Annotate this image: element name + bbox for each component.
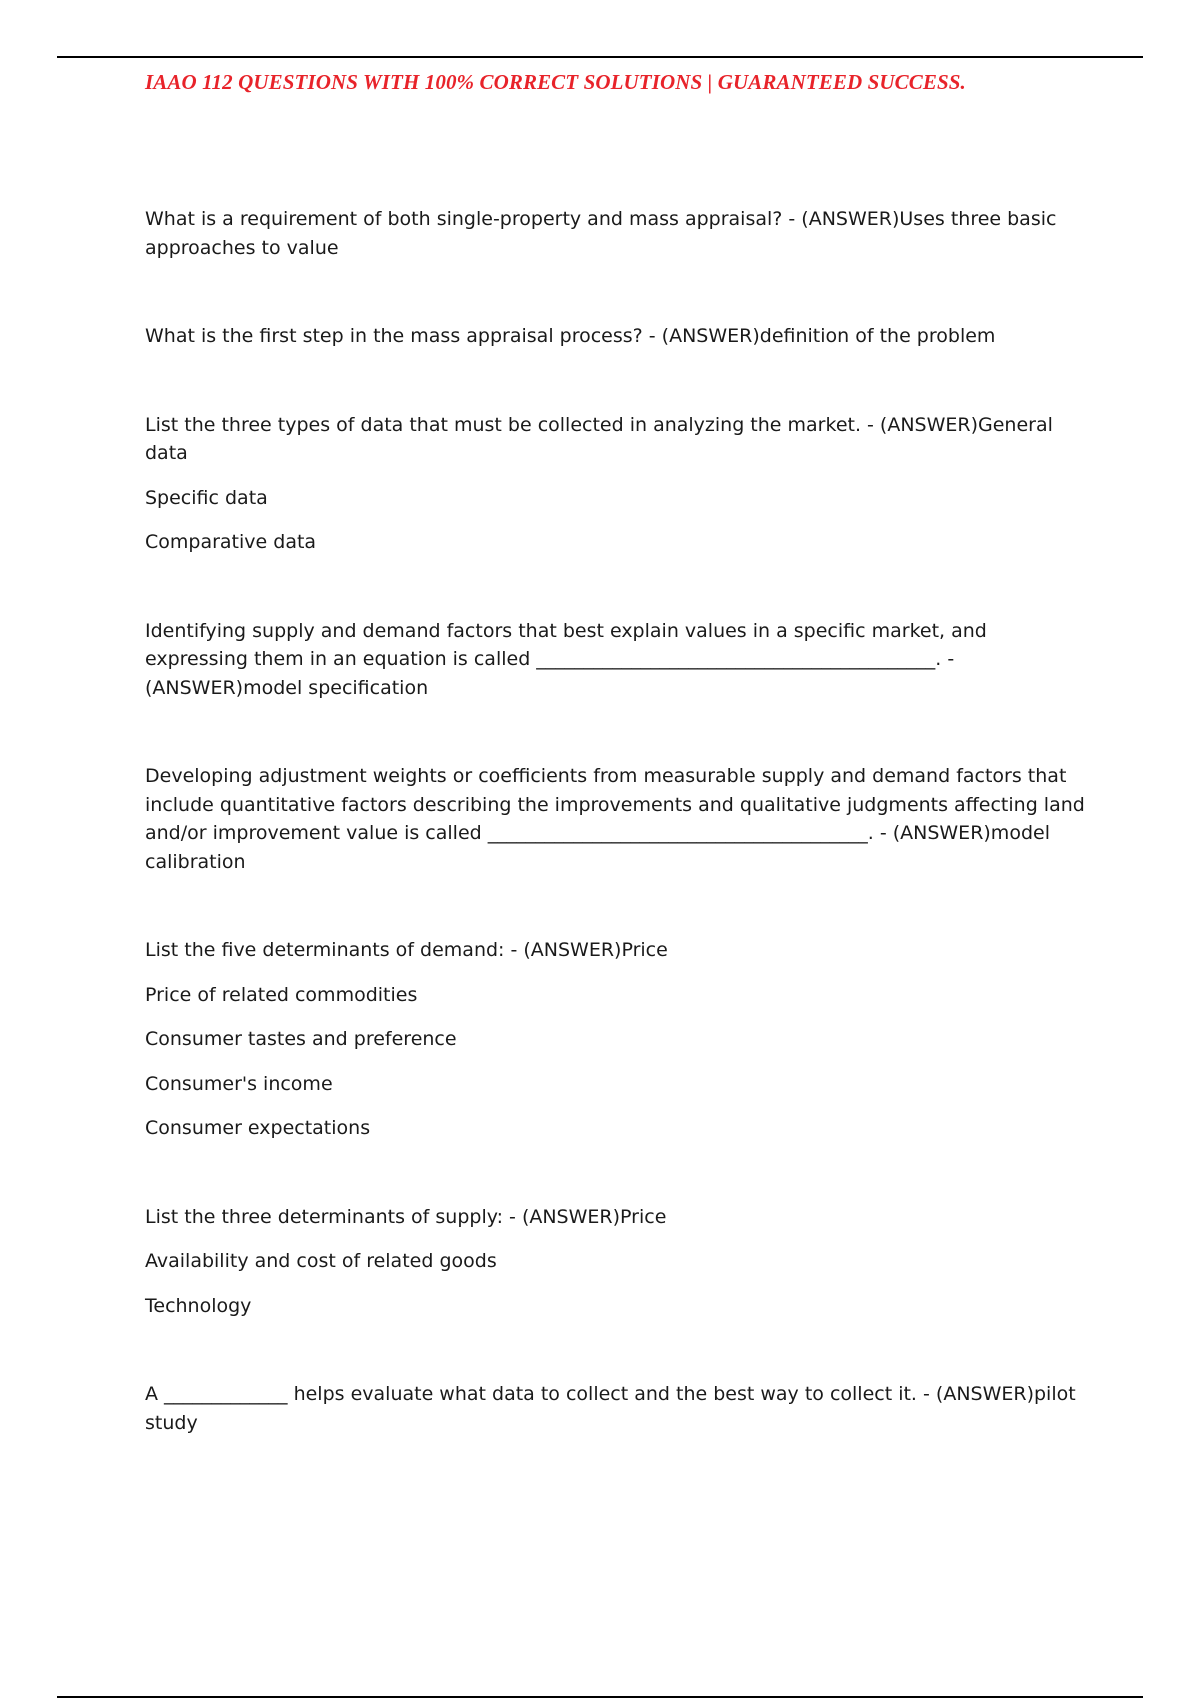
question-answer-text: List the five determinants of demand: - (ANSWER)Price [145, 939, 668, 961]
qa-item [145, 322, 1090, 351]
question-answer-text: Developing adjustment weights or coefficients from measurable supply and demand factors that include quantitative factors describing the improvements and qualitative judgments affecting land and/or improvement value is called ________________________________________. - (ANSWER)model calibration [145, 765, 1085, 873]
question-answer-text: Identifying supply and demand factors that best explain values in a specific market, and expressing them in an equation is called __________________________________________. - (ANSWER)model specification [145, 619, 987, 699]
document-title: IAAO 112 QUESTIONS WITH 100% CORRECT SOLUTIONS | GUARANTEED SUCCESS. [145, 70, 966, 94]
answer-continuation: Consumer's income [145, 1072, 333, 1095]
question-answer-text: List the three determinants of supply: - (ANSWER)Price [145, 1205, 667, 1228]
qa-item [145, 1380, 1090, 1437]
question-answer-text: What is a requirement of both single-property and mass appraisal? - (ANSWER)Uses three basic approaches to value [145, 208, 1057, 259]
answer-continuation: Consumer expectations [145, 1117, 371, 1139]
answer-continuation: Technology [145, 1294, 252, 1317]
qa-item [145, 411, 1090, 557]
qa-item [145, 617, 1090, 703]
question-answer-text: A _____________ helps evaluate what data to collect and the best way to collect it. - (ANSWER)pilot study [145, 1383, 1076, 1434]
answer-continuation: Comparative data [145, 531, 317, 553]
qa-item [145, 936, 1090, 1143]
qa-list [145, 205, 1090, 1497]
answer-continuation: Price of related commodities [145, 983, 418, 1006]
header-rule [57, 56, 1143, 58]
qa-item [145, 1203, 1090, 1321]
footer-rule [57, 1696, 1143, 1698]
answer-continuation: Consumer tastes and preference [145, 1028, 457, 1050]
answer-continuation: Specific data [145, 486, 268, 509]
question-answer-text: What is the first step in the mass appraisal process? - (ANSWER)definition of the problem [145, 325, 996, 347]
qa-item [145, 205, 1090, 262]
question-answer-text: List the three types of data that must be collected in analyzing the market. - (ANSWER)General data [145, 413, 1053, 464]
answer-continuation: Availability and cost of related goods [145, 1250, 497, 1272]
qa-item [145, 762, 1090, 876]
